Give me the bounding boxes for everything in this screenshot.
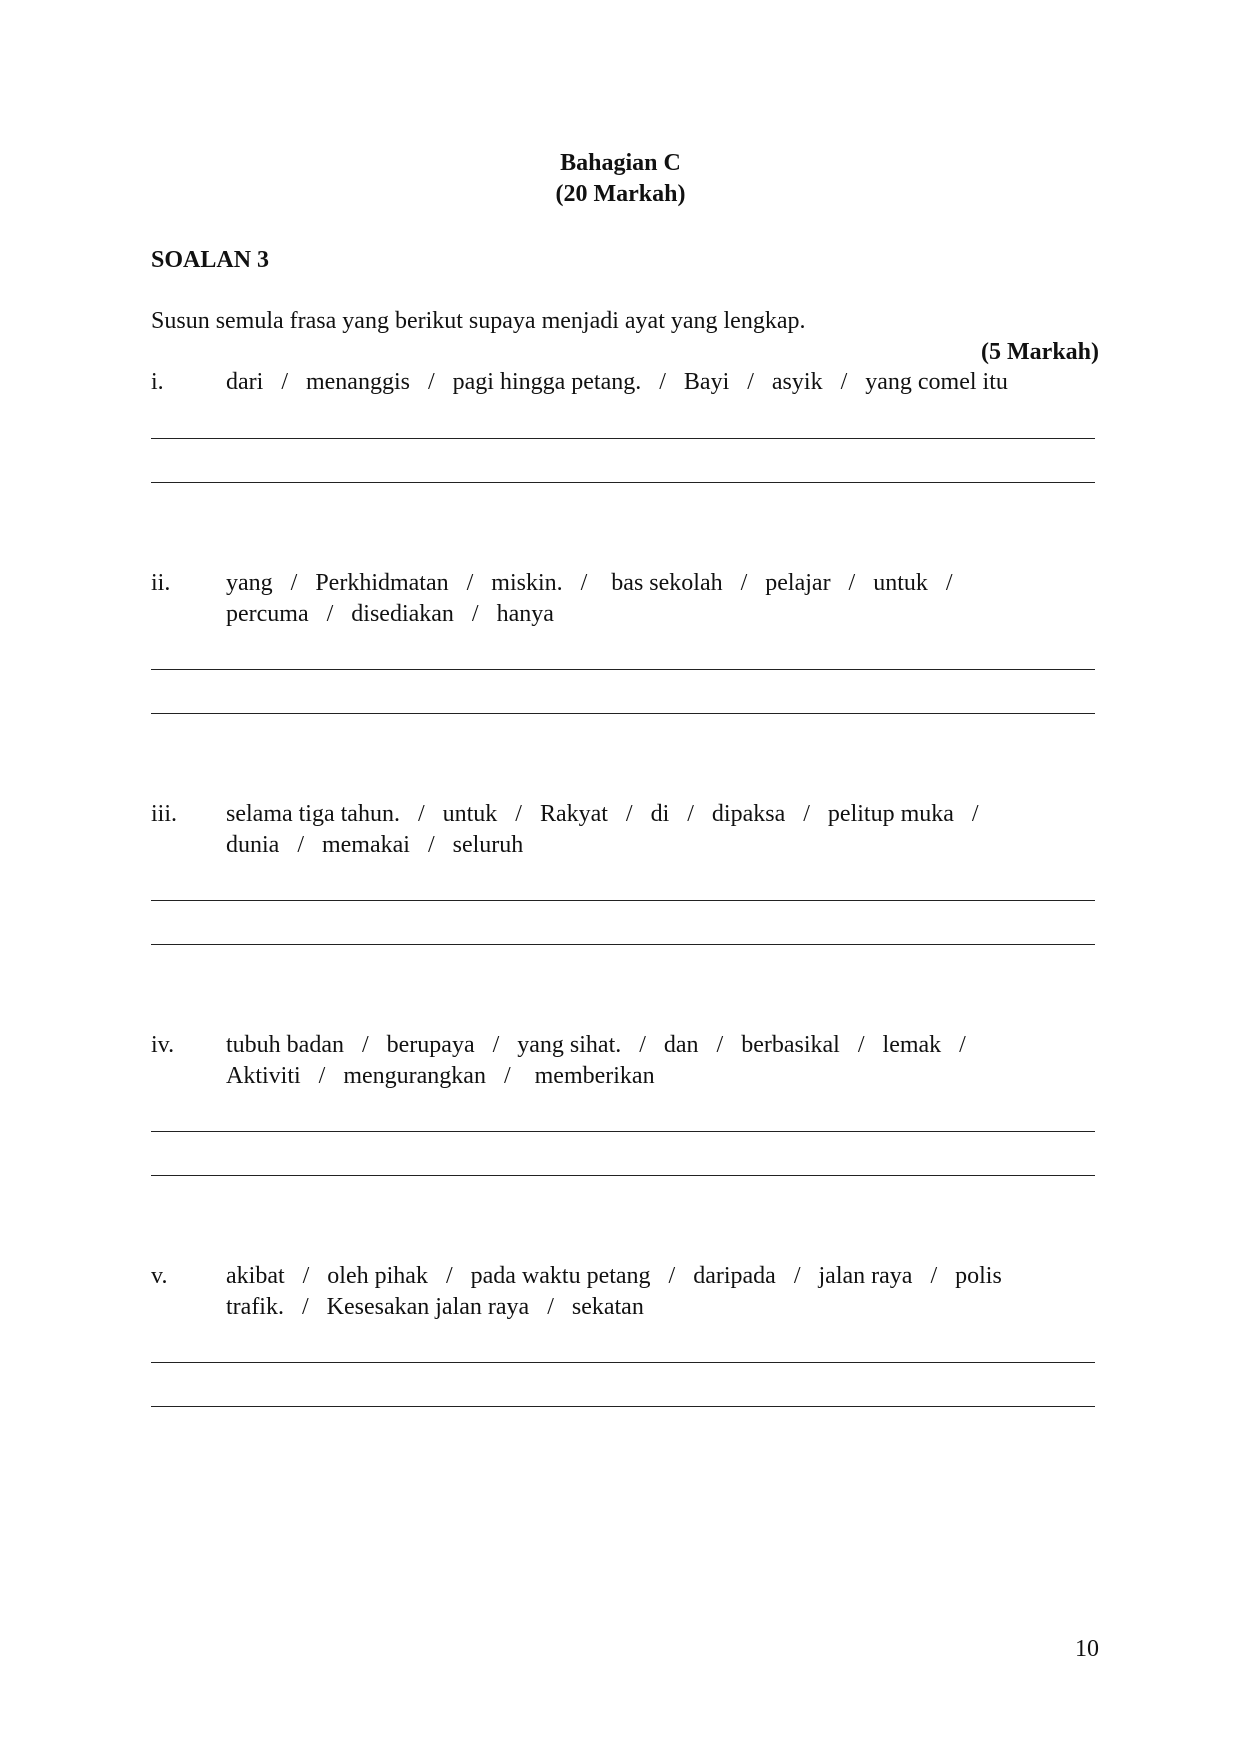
phrase-line: percuma / disediakan / hanya xyxy=(226,601,554,627)
answer-line[interactable] xyxy=(151,1406,1095,1407)
item-number: v. xyxy=(151,1263,168,1289)
phrase-line: dunia / memakai / seluruh xyxy=(226,832,524,858)
answer-line[interactable] xyxy=(151,1175,1095,1176)
section-marks: (20 Markah) xyxy=(555,181,686,207)
answer-line[interactable] xyxy=(151,438,1095,439)
phrase-line: selama tiga tahun. / untuk / Rakyat / di / dipaksa / pelitup muka / xyxy=(226,801,979,827)
phrase-line: dari / menanggis / pagi hingga petang. / Bayi / asyik / yang comel itu xyxy=(226,369,1008,395)
item-number: iii. xyxy=(151,801,178,827)
question-instruction: Susun semula frasa yang berikut supaya menjadi ayat yang lengkap. xyxy=(151,308,806,334)
phrase-line: yang / Perkhidmatan / miskin. / bas sekolah / pelajar / untuk / xyxy=(226,570,953,596)
answer-line[interactable] xyxy=(151,713,1095,714)
item-phrases xyxy=(226,1030,1086,1092)
phrase-line: akibat / oleh pihak / pada waktu petang / daripada / jalan raya / polis xyxy=(226,1263,1002,1289)
answer-line[interactable] xyxy=(151,482,1095,483)
phrase-line: Aktiviti / mengurangkan / memberikan xyxy=(226,1063,655,1089)
item-phrases xyxy=(226,799,1086,861)
question-marks: (5 Markah) xyxy=(981,339,1099,365)
item-phrases xyxy=(226,1261,1086,1323)
answer-line[interactable] xyxy=(151,669,1095,670)
page-number: 10 xyxy=(1075,1636,1099,1662)
item-number: ii. xyxy=(151,570,171,596)
question-heading: SOALAN 3 xyxy=(151,247,270,273)
answer-line[interactable] xyxy=(151,1362,1095,1363)
answer-line[interactable] xyxy=(151,944,1095,945)
phrase-line: trafik. / Kesesakan jalan raya / sekatan xyxy=(226,1294,644,1320)
section-title xyxy=(0,148,1241,210)
item-phrases xyxy=(226,367,1086,398)
answer-line[interactable] xyxy=(151,1131,1095,1132)
section-name: Bahagian C xyxy=(560,150,681,176)
phrase-line: tubuh badan / berupaya / yang sihat. / dan / berbasikal / lemak / xyxy=(226,1032,966,1058)
item-number: iv. xyxy=(151,1032,175,1058)
item-phrases xyxy=(226,568,1086,630)
answer-line[interactable] xyxy=(151,900,1095,901)
item-number: i. xyxy=(151,369,164,395)
